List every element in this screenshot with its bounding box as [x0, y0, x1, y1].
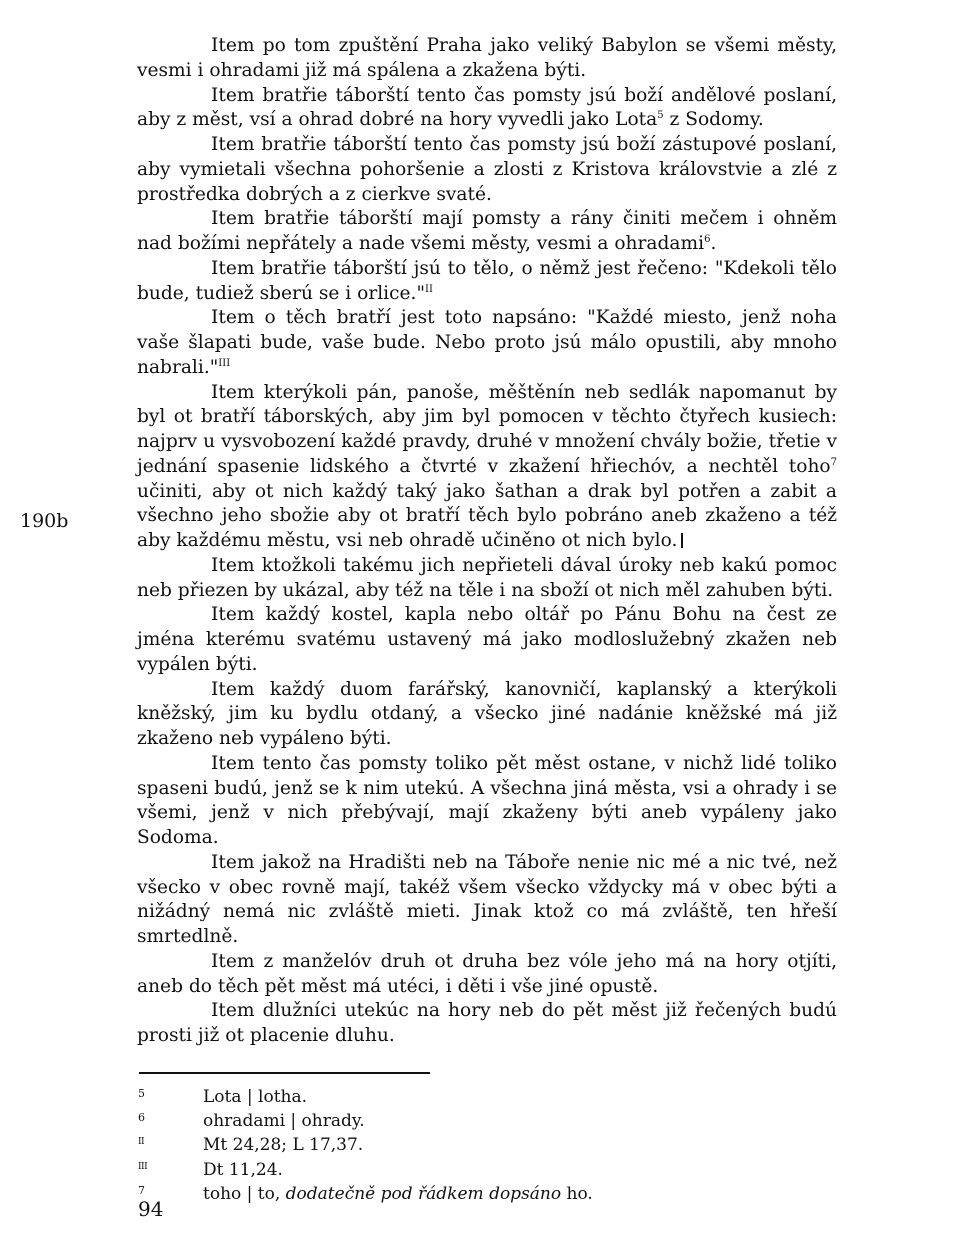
paragraph: Item každý kostel, kapla nebo oltář po Pánu Bohu na čest ze jména kterému svatému ustavený má jako modloslužebný zkažen neb vypálen býti. — [137, 604, 837, 675]
paragraph: Item jakož na Hradišti neb na Táboře nenie nic mé a nic tvé, než všecko v obec rovně mají, takéž všem všecko vždycky má v obec býti a nižádný nemá nic zvláště mieti. Jinak ktož co má zvláště, ten hřeší smrtedlně. — [137, 851, 837, 947]
paragraph: Item dlužníci utekúc na hory neb do pět měst již řečených budú prosti již ot placenie dluhu. — [137, 1000, 837, 1046]
footnote — [138, 1182, 858, 1206]
footnote — [138, 1158, 858, 1182]
footnote-mark: 7 — [138, 1183, 145, 1197]
footnote — [138, 1133, 858, 1157]
paragraph: Item ktožkoli takému jich nepřieteli dával úroky neb kakú pomoc neb přiezen by ukázal, aby též na těle i na sboží ot nich měl zahuben býti. — [137, 554, 837, 601]
paragraph: Item po tom zpuštění Praha jako veliký Babylon se všemi městy, vesmi i ohradami již má spálena a zkažena býti. — [137, 35, 837, 81]
footnote-text: ohradami | ohrady. — [203, 1111, 365, 1132]
paragraph: Item o těch bratří jest toto napsáno: "Každé miesto, jenž noha vaše šlapati bude, vaše bude. Nebo proto jsú málo opustili, aby mnoho nabrali."$^{III}$ — [137, 307, 837, 378]
paragraph: Item bratřie táborští jsú to tělo, o němž jest řečeno: "Kdekoli tělo bude, tudiež sberú se i orlice."$^{II}$ — [137, 257, 837, 304]
paragraph: Item bratřie táborští tento čas pomsty jsú boží andělové poslaní, aby z měst, vsí a ohrad dobré na hory vyvedli jako Lota$^5$ z Sodomy. — [137, 84, 837, 131]
footnote-text: Lota | lotha. — [203, 1087, 308, 1107]
paragraph: Item z manželóv druh ot druha bez vóle jeho má na hory otjíti, aneb do těch pět měst má utéci, i děti i vše jiné opustě. — [137, 950, 837, 997]
paragraph: Item tento čas pomsty toliko pět měst ostane, v nichž lidé toliko spaseni budú, jenž se k nim utekú. A všechna jiná města, vsi a ohrady i se všemi, jenž v nich přebývají, mají zkaženy býti aneb vypáleny jako Sodoma. — [137, 752, 837, 848]
footnote-rule — [139, 1072, 430, 1074]
paragraph: Item bratřie táborští mají pomsty a rány činiti mečem i ohněm nad božími nepřátely a nade všemi městy, vesmi a ohradami$^6$. — [137, 208, 837, 254]
footnote — [138, 1085, 858, 1109]
footnote — [138, 1109, 858, 1133]
paragraph: Item bratřie táborští tento čas pomsty jsú boží zástupové poslaní, aby vymietali všechna pohoršenie a zlosti z Kristova královstvie a zlé z prostředka dobrých a z cierkve svaté. — [137, 134, 837, 205]
footnote-text: toho | to, dodatečně pod řádkem dopsáno ho. — [203, 1183, 593, 1204]
footnote-ref: 5 — [657, 110, 664, 122]
folio-margin-note: 190b — [20, 510, 69, 532]
paragraph: Item kterýkoli pán, panoše, měštěnín neb sedlák napomanut by byl ot bratří táborských, aby jim byl pomocen v těchto čtyřech kusiech: najprv u vysvobození každé pravdy, druhé v množení chvály božie, třetie v jednání spasenie lidského a čtvrté v zkažení hřiechóv, a nechtěl toho$^7$ učiniti, aby ot nich každý taký jako šathan a drak byl potřen a zabit a všechno jeho sbožie aby ot bratří těch bylo pobráno aneb zkaženo a též aby každému městu, vsi neb ohradě učiněno ot nich bylo. — [137, 381, 837, 551]
footnotes — [138, 1085, 858, 1206]
footnote-mark: III — [138, 1161, 148, 1172]
footnote-ref: II — [425, 283, 433, 295]
footnote-mark: II — [138, 1137, 145, 1148]
footnote-ref: 7 — [830, 456, 837, 468]
footnote-ref: 6 — [704, 234, 711, 245]
footnote-text: Dt 11,24. — [203, 1159, 283, 1180]
page-number: 94 — [138, 1197, 164, 1221]
footnote-mark: 6 — [138, 1111, 145, 1125]
footnote-mark: 5 — [138, 1087, 145, 1100]
folio-break-mark — [681, 533, 683, 548]
footnote-text: Mt 24,28; L 17,37. — [203, 1135, 364, 1156]
paragraph: Item každý duom farářský, kanovničí, kaplanský a kterýkoli kněžský, jim ku bydlu otdaný, a všecko jiné nadánie kněžské má již zkaženo neb vypáleno býti. — [137, 678, 837, 749]
footnote-italic-note: dodatečně pod řádkem dopsáno — [285, 1183, 562, 1204]
footnote-ref: III — [218, 357, 231, 369]
main-text — [137, 34, 837, 1049]
